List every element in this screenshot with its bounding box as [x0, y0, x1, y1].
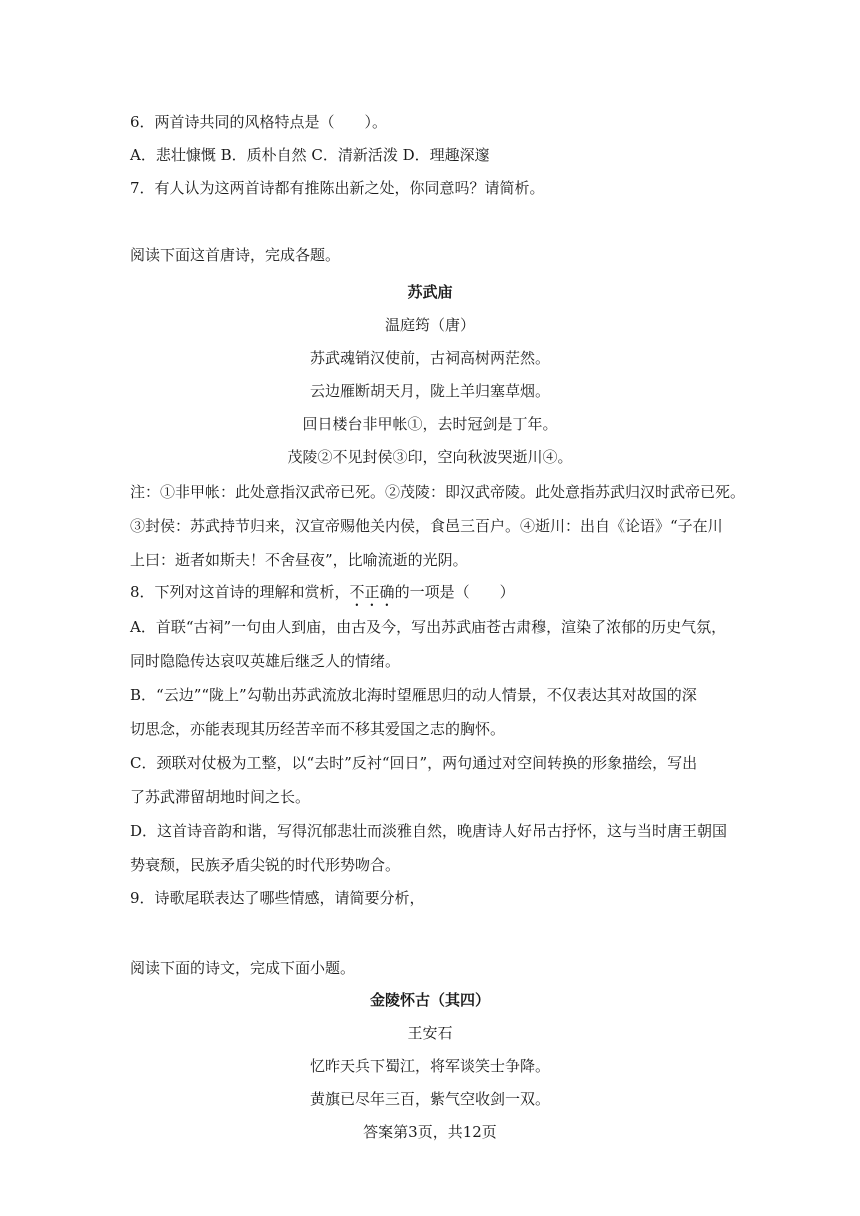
question-6-stem: 6．两首诗共同的风格特点是（ ）。 [130, 113, 388, 131]
question-8-stem [130, 582, 730, 610]
poem-line: 忆昨天兵下蜀江，将军谈笑士争降。 [309, 1057, 550, 1075]
option-a-line: A．首联“古祠”一句由人到庙，由古及今，写出苏武庙苍古肃穆，渲染了浓郁的历史气氛， [130, 618, 727, 636]
page-footer: 答案第3页，共12页 [363, 1123, 497, 1141]
poem-author-wanganshi: 王安石 [407, 1024, 453, 1042]
option-d-line: D．这首诗音韵和谐，写得沉郁悲壮而淡雅自然，晚唐诗人好吊古抒怀，这与当时唐王朝国 [130, 822, 728, 840]
poem-author-wentingyun: 温庭筠（唐） [384, 316, 475, 334]
emphasized-not-correct: 不正确 [349, 583, 395, 601]
question-7-stem: 7．有人认为这两首诗都有推陈出新之处，你同意吗？请简析。 [130, 179, 545, 197]
poem-line: 回日楼台非甲帐①，去时冠剑是丁年。 [302, 415, 558, 433]
question-8-stem-before: 8．下列对这首诗的理解和赏析， [130, 583, 350, 601]
annotation-line: 上曰：逝者如斯夫！不舍昼夜”，比喻流逝的光阴。 [130, 551, 468, 569]
option-a-line: 同时隐隐传达哀叹英雄后继乏人的情绪。 [130, 652, 401, 670]
option-b-line: 切思念，亦能表现其历经苦辛而不移其爱国之志的胸怀。 [130, 720, 506, 738]
poem-line: 茂陵②不见封侯③印，空向秋波哭逝川④。 [287, 448, 573, 466]
option-b-line: B．“云边”“陇上”勾勒出苏武流放北海时望雁思归的动人情景，不仅表达其对故国的深 [130, 686, 697, 704]
poem-title-jinling: 金陵怀古（其四） [369, 991, 490, 1009]
poem-line: 苏武魂销汉使前，古祠高树两茫然。 [309, 349, 550, 367]
option-d-line: 势衰颓，民族矛盾尖锐的时代形势吻合。 [130, 856, 401, 874]
question-6-options: A．悲壮慷慨 B．质朴自然 C．清新活泼 D．理趣深邃 [130, 146, 490, 164]
question-9-stem: 9．诗歌尾联表达了哪些情感，请简要分析， [130, 889, 425, 907]
poem-title-suwumiao: 苏武庙 [407, 283, 453, 301]
annotation-line: 注：①非甲帐：此处意指汉武帝已死。②茂陵：即汉武帝陵。此处意指苏武归汉时武帝已死。 [130, 483, 746, 501]
option-c-line: 了苏武滞留胡地时间之长。 [130, 788, 311, 806]
annotation-line: ③封侯：苏武持节归来，汉宣帝赐他关内侯，食邑三百户。④逝川：出自《论语》“子在川 [130, 517, 723, 535]
option-c-line: C．颈联对仗极为工整，以“去时”反衬“回日”，两句通过对空间转换的形象描绘，写出 [130, 754, 698, 772]
section-3-intro: 阅读下面的诗文，完成下面小题。 [130, 959, 356, 977]
section-2-intro: 阅读下面这首唐诗，完成各题。 [130, 246, 341, 264]
poem-line: 云边雁断胡天月，陇上羊归塞草烟。 [309, 382, 550, 400]
poem-line: 黄旗已尽年三百，紫气空收剑一双。 [309, 1090, 550, 1108]
question-8-stem-after: 的一项是（ ） [394, 583, 515, 601]
